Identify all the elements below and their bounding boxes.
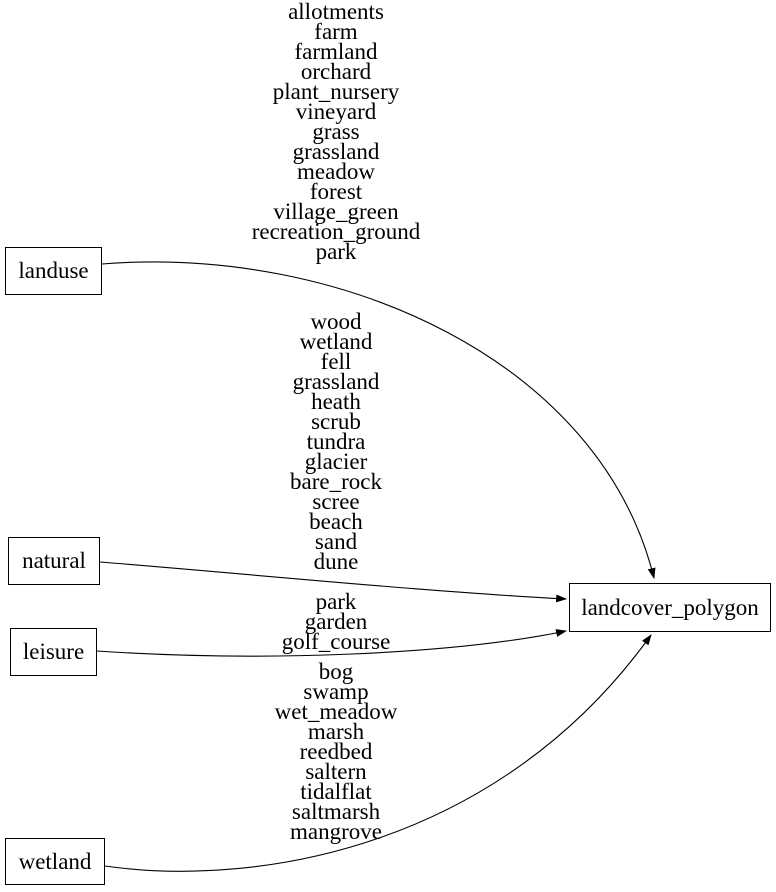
edge-label-line: meadow [297,159,375,184]
edge-label-line: park [315,239,357,264]
edge-label-line: plant_nursery [272,79,400,104]
edge-label-line: saltern [305,759,367,784]
node-landcover-polygon: landcover_polygon [569,583,771,632]
edge-label-line: wood [310,309,362,334]
edge-label-line: glacier [304,449,368,474]
edge-label-line: bare_rock [290,469,382,494]
edge-label-line: wetland [299,329,373,354]
edge-label-line: grassland [292,369,380,394]
edge-label-line: bog [318,659,354,684]
edge-label-line: farmland [294,39,378,64]
edge-label-line: village_green [273,199,399,224]
edge-label-line: beach [309,509,363,534]
edge-label-line: tundra [306,429,366,454]
edge-label-line: marsh [307,719,365,744]
edge-label-line: recreation_ground [251,219,421,244]
edge-label-line: mangrove [290,819,382,844]
edge-label-line: dune [313,549,359,574]
edge-label-leisure-values [186,589,486,654]
edge-label-line: scrub [311,409,361,434]
edge-label-line: farm [314,19,358,44]
edge-label-line: golf_course [281,629,391,654]
edge-label-line: park [315,589,357,614]
node-leisure: leisure [10,628,97,676]
edge-label-line: fell [320,349,352,374]
node-wetland: wetland [5,838,105,885]
edge-label-line: heath [311,389,361,414]
edge-label-line: allotments [288,0,384,24]
edge-label-line: swamp [303,679,369,704]
edge-label-line: tidalflat [300,779,372,804]
edge-label-line: orchard [300,59,372,84]
edge-label-line: grass [312,119,360,144]
edge-label-line: reedbed [299,739,373,764]
edge-label-line: forest [309,179,363,204]
edge-label-natural-values [186,309,486,574]
node-landuse: landuse [5,247,102,295]
edge-label-line: scree [312,489,360,514]
edge-label-line: vineyard [295,99,377,124]
node-natural: natural [8,537,100,585]
edge-label-landuse-values [186,2,486,262]
edge-label-wetland-values [186,659,486,844]
edge-label-line: sand [314,529,358,554]
edge-label-line: saltmarsh [291,799,381,824]
edge-label-line: grassland [292,139,380,164]
edge-label-line: wet_meadow [274,699,398,724]
edge-label-line: garden [304,609,368,634]
